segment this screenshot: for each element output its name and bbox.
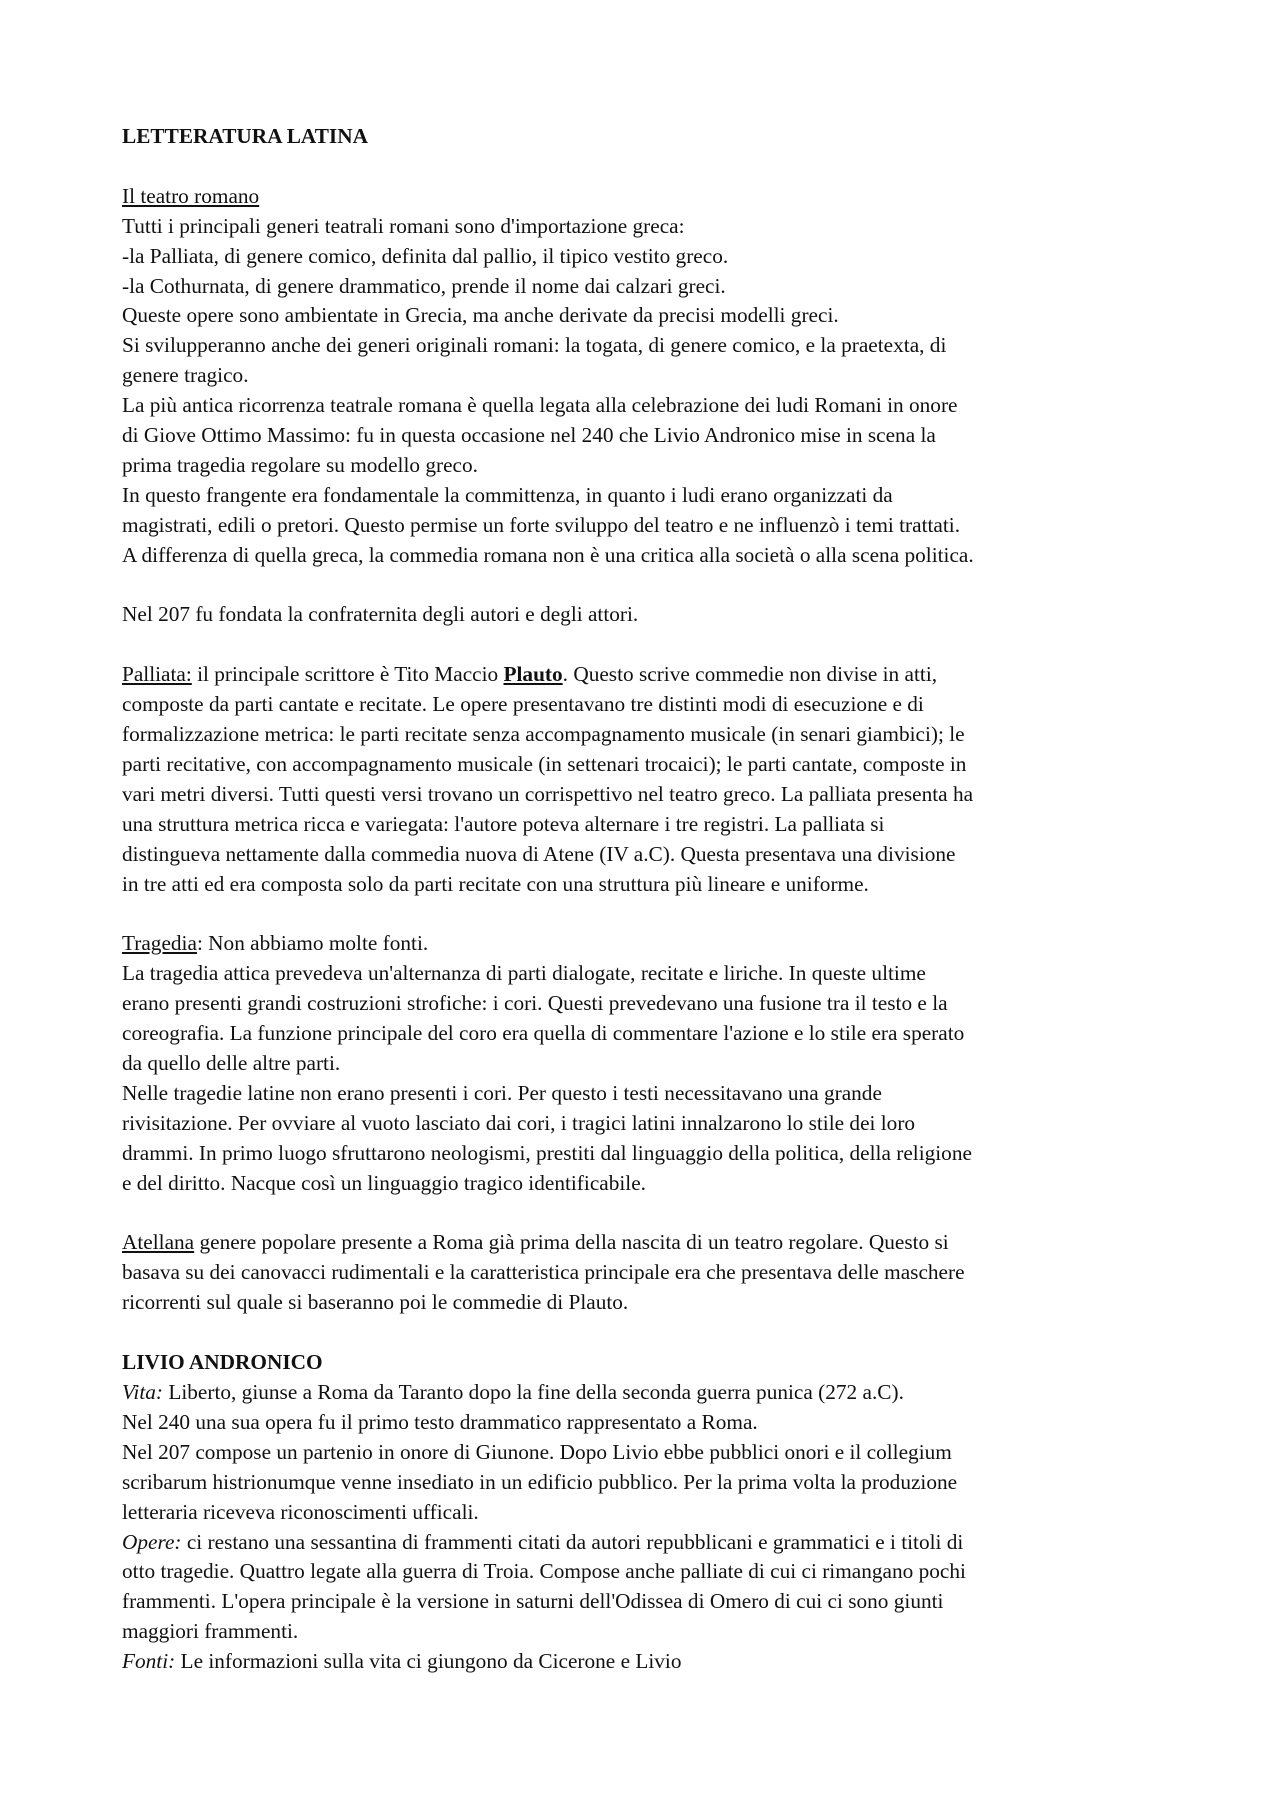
teatro-line: -la Cothurnata, di genere drammatico, prende il nome dai calzari greci. [122,273,726,298]
fonti-label: Fonti: [122,1649,176,1674]
opere-intro-text: ci restano una sessantina di frammenti citati da autori repubblicani e grammatici e i titoli di [181,1529,964,1554]
teatro-line: Tutti i principali generi teatrali romani sono d'importazione greca: [122,213,685,238]
tragedia-line: da quello delle altre parti. [122,1051,341,1076]
palliata-line: vari metri diversi. Tutti questi versi trovano un corrispettivo nel teatro greco. La palliata presenta ha [122,781,974,806]
blank-line [122,630,1182,660]
teatro-line: prima tragedia regolare su modello greco. [122,452,478,477]
document-title: LETTERATURA LATINA [122,124,368,148]
plauto-name: Plauto [503,662,563,687]
teatro-line: magistrati, edili o pretori. Questo permise un forte sviluppo del teatro e ne influenzò i temi trattati. [122,512,961,537]
opere-label: Opere: [122,1529,182,1554]
document-page [122,122,1182,1677]
tragedia-label: Tragedia [122,931,197,956]
opere-line: maggiori frammenti. [122,1619,299,1644]
vita-intro [122,1378,1182,1408]
teatro-line: di Giove Ottimo Massimo: fu in questa occasione nel 240 che Livio Andronico mise in scena la [122,423,936,448]
atellana-intro [122,1228,1182,1258]
section-heading-livio: LIVIO ANDRONICO [122,1350,323,1375]
tragedia-line: coreografia. La funzione principale del coro era quella di commentare l'azione e lo stile era sperato [122,1021,965,1046]
opere-line: otto tragedie. Quattro legate alla guerra di Troia. Compose anche palliate di cui ci rimangano pochi [122,1559,966,1584]
blank-line [122,900,1182,930]
atellana-line: ricorrenti sul quale si baseranno poi le commedie di Plauto. [122,1290,629,1315]
tragedia-line: Nelle tragedie latine non erano presenti i cori. Per questo i testi necessitavano una grande [122,1080,882,1105]
palliata-intro-tail: . Questo scrive commedie non divise in atti, [562,662,938,687]
tragedia-intro-text: : Non abbiamo molte fonti. [196,931,429,956]
atellana-line: basava su dei canovacci rudimentali e la caratteristica principale era che presentava delle maschere [122,1260,965,1285]
palliata-line: in tre atti ed era composta solo da parti recitate con una struttura più lineare e uniforme. [122,871,869,896]
fonti-intro-text: Le informazioni sulla vita ci giungono da Cicerone e Livio [175,1649,682,1674]
opere-line: frammenti. L'opera principale è la versione in saturni dell'Odissea di Omero di cui ci sono giunti [122,1589,944,1614]
teatro-line: genere tragico. [122,363,249,388]
fonti-intro [122,1647,1182,1677]
blank-line [122,1318,1182,1348]
teatro-line: La più antica ricorrenza teatrale romana è quella legata alla celebrazione dei ludi Romani in onore [122,393,958,418]
vita-line: Nel 240 una sua opera fu il primo testo drammatico rappresentato a Roma. [122,1409,758,1434]
vita-line: scribarum histrionumque venne insediato in un edificio pubblico. Per la prima volta la produzione [122,1469,958,1494]
teatro-line: Queste opere sono ambientate in Grecia, ma anche derivate da precisi modelli greci. [122,303,839,328]
tragedia-line: rivisitazione. Per ovviare al vuoto lasciato dai cori, i tragici latini innalzarono lo stile dei loro [122,1110,916,1135]
teatro-line: -la Palliata, di genere comico, definita dal pallio, il tipico vestito greco. [122,243,729,268]
vita-intro-text: Liberto, giunse a Roma da Taranto dopo la fine della seconda guerra punica (272 a.C). [163,1379,904,1404]
tragedia-line: e del diritto. Nacque così un linguaggio tragico identificabile. [122,1170,646,1195]
palliata-intro-text: il principale scrittore è Tito Maccio [191,662,504,687]
vita-label: Vita: [122,1379,164,1404]
palliata-line: distingueva nettamente dalla commedia nuova di Atene (IV a.C). Questa presentava una divisione [122,841,956,866]
atellana-intro-text: genere popolare presente a Roma già prima della nascita di un teatro regolare. Questo si [194,1230,949,1255]
teatro-line: In questo frangente era fondamentale la committenza, in quanto i ludi erano organizzati da [122,482,893,507]
vita-line: letteraria riceveva riconoscimenti ufficali. [122,1499,479,1524]
tragedia-line: erano presenti grandi costruzioni strofiche: i cori. Questi prevedevano una fusione tra il testo e la [122,991,948,1016]
atellana-label: Atellana [122,1230,195,1255]
palliata-label: Palliata: [122,662,192,687]
palliata-line: una struttura metrica ricca e variegata: l'autore poteva alternare i tre registri. La palliata si [122,811,885,836]
blank-line [122,1199,1182,1229]
teatro-line: A differenza di quella greca, la commedia romana non è una critica alla società o alla scena politica. [122,542,974,567]
palliata-line: parti recitative, con accompagnamento musicale (in settenari trocaici); le parti cantate, composte in [122,751,967,776]
section-heading-teatro: Il teatro romano [122,183,260,208]
vita-line: Nel 207 compose un partenio in onore di Giunone. Dopo Livio ebbe pubblici onori e il collegium [122,1439,952,1464]
palliata-line: formalizzazione metrica: le parti recitate senza accompagnamento musicale (in senari giambici); le [122,722,965,747]
tragedia-intro [122,929,1182,959]
confraternita-line: Nel 207 fu fondata la confraternita degli autori e degli attori. [122,602,639,627]
blank-line [122,571,1182,601]
blank-line [122,152,1182,182]
teatro-line: Si svilupperanno anche dei generi originali romani: la togata, di genere comico, e la praetexta, di [122,333,947,358]
tragedia-line: La tragedia attica prevedeva un'alternanza di parti dialogate, recitate e liriche. In queste ultime [122,961,926,986]
palliata-line: composte da parti cantate e recitate. Le opere presentavano tre distinti modi di esecuzione e di [122,692,924,717]
opere-intro [122,1528,1182,1558]
tragedia-line: drammi. In primo luogo sfruttarono neologismi, prestiti dal linguaggio della politica, della religione [122,1140,972,1165]
palliata-intro [122,660,1182,690]
